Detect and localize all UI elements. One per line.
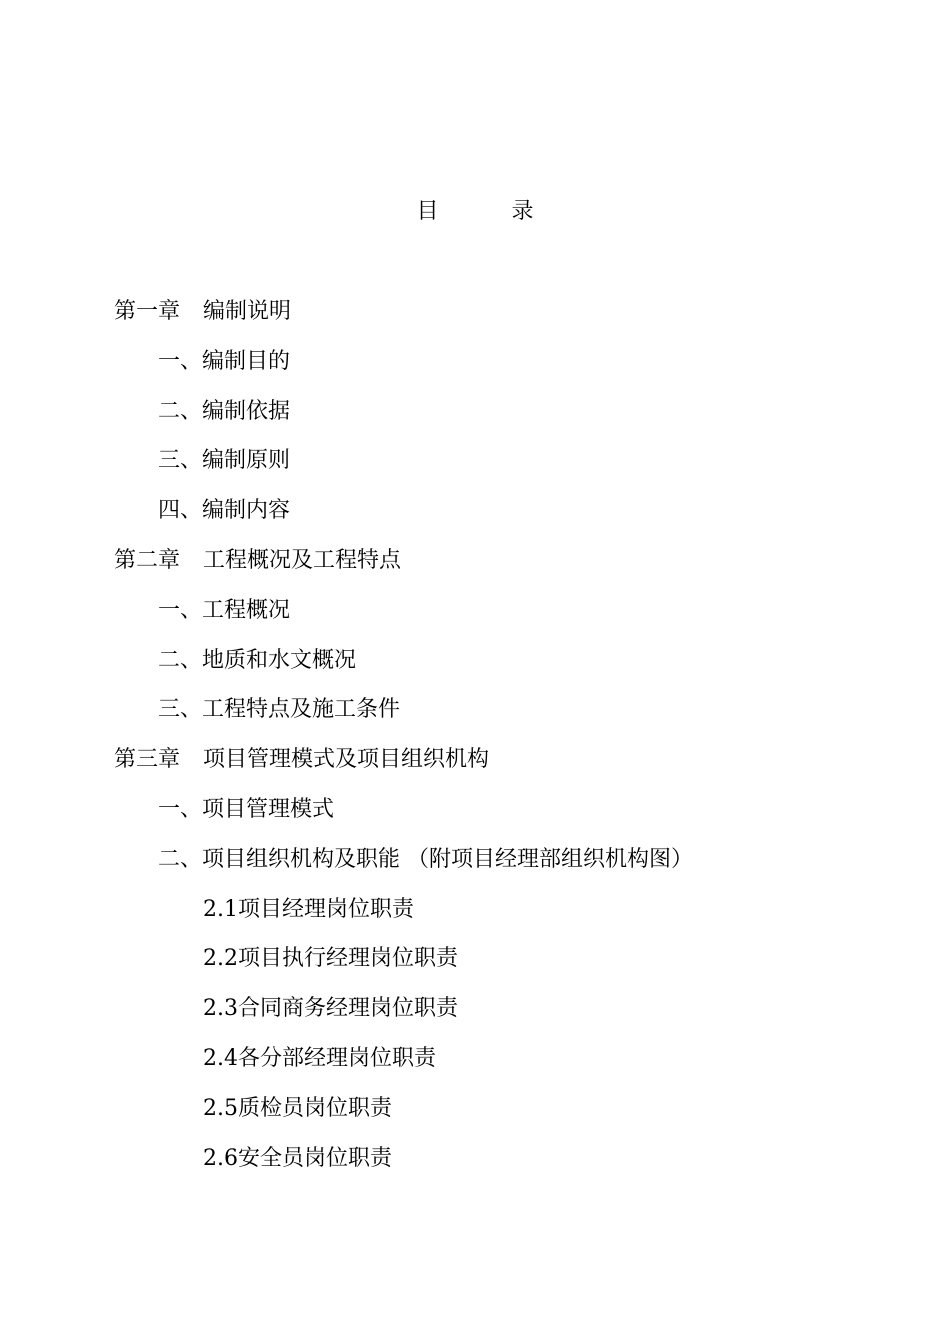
toc-list [114, 295, 910, 1191]
toc-subsection-entry [114, 1142, 910, 1192]
toc-entry-text: 一、项目管理模式 [158, 796, 335, 822]
toc-subsection-entry [114, 992, 910, 1042]
toc-entry-text: 2.2项目执行经理岗位职责 [203, 946, 458, 972]
toc-subsection-entry [114, 893, 910, 943]
toc-entry-text: 四、编制内容 [158, 498, 291, 524]
toc-entry-text: 三、编制原则 [158, 448, 291, 474]
toc-section-entry [114, 843, 910, 893]
toc-entry-text: 2.3合同商务经理岗位职责 [203, 996, 458, 1022]
toc-section-entry [114, 594, 910, 644]
toc-subsection-entry [114, 942, 910, 992]
toc-entry-text: 2.6安全员岗位职责 [203, 1145, 392, 1171]
toc-entry-text: 2.5质检员岗位职责 [203, 1095, 392, 1121]
toc-entry-text: 二、编制依据 [158, 398, 291, 424]
toc-entry-text: 二、地质和水文概况 [158, 647, 357, 673]
toc-section-entry [114, 395, 910, 445]
toc-entry-text: 一、工程概况 [158, 597, 291, 623]
toc-chapter-number: 第一章 [114, 299, 181, 324]
toc-chapter-entry [114, 544, 910, 594]
toc-entry-text: 项目管理模式及项目组织机构 [203, 747, 490, 773]
toc-entry-text: 工程概况及工程特点 [203, 547, 402, 573]
toc-subsection-entry [114, 1092, 910, 1142]
toc-title [0, 196, 950, 228]
toc-entry-text: 2.4各分部经理岗位职责 [203, 1045, 436, 1071]
toc-entry-text: 三、工程特点及施工条件 [158, 697, 401, 723]
toc-entry-text: 编制说明 [203, 299, 292, 324]
toc-subsection-entry [114, 1042, 910, 1092]
toc-section-entry [114, 693, 910, 743]
toc-entry-text: 二、项目组织机构及职能 （附项目经理部组织机构图） [158, 846, 693, 872]
toc-chapter-number: 第三章 [114, 747, 181, 773]
toc-section-entry [114, 444, 910, 494]
toc-entry-text: 一、编制目的 [158, 348, 291, 374]
toc-section-entry [114, 793, 910, 843]
toc-chapter-entry [114, 295, 910, 345]
toc-section-entry [114, 644, 910, 694]
toc-title-part2: 录 [511, 199, 534, 224]
toc-chapter-entry [114, 743, 910, 793]
toc-chapter-number: 第二章 [114, 547, 181, 573]
toc-title-part1: 目 [416, 199, 439, 224]
toc-section-entry [114, 494, 910, 544]
toc-entry-text: 2.1项目经理岗位职责 [203, 896, 414, 922]
toc-section-entry [114, 345, 910, 395]
